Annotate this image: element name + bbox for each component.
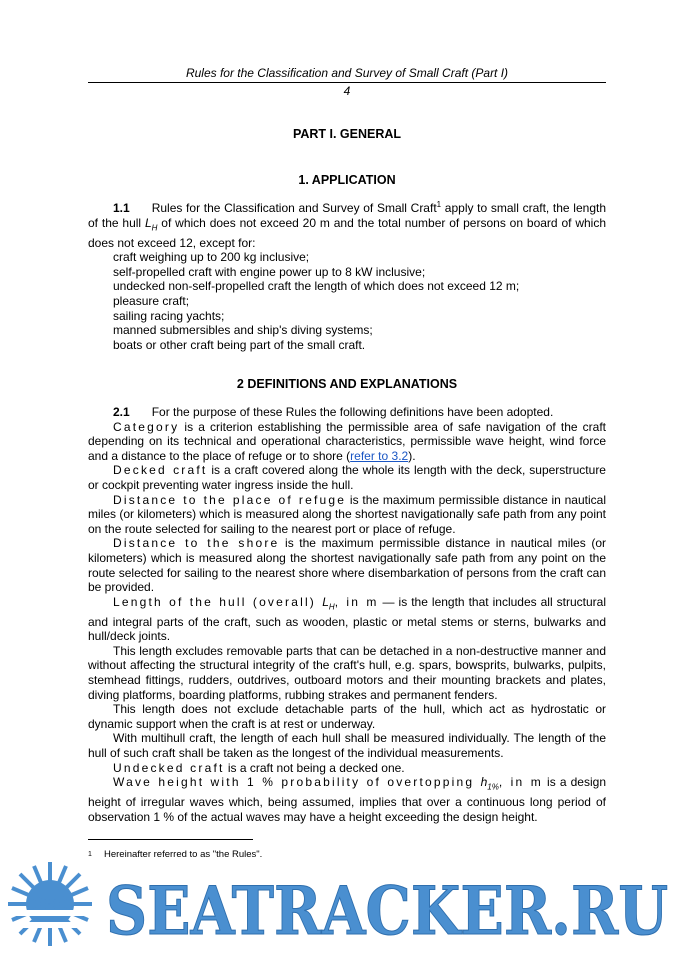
definition-text: is a craft not being a decked one. — [224, 760, 405, 775]
header-rule — [88, 82, 606, 83]
footnote-text: Hereinafter referred to as "the Rules". — [104, 849, 263, 860]
term: Distance to the place of refuge — [113, 492, 347, 507]
symbol-sub: 1% — [487, 782, 499, 792]
footnote-ref: 1 — [436, 200, 442, 209]
refer-link[interactable]: refer to 3.2 — [350, 448, 409, 463]
definition-undecked — [88, 761, 606, 776]
unit: , in m — [334, 594, 379, 609]
symbol-sub: H — [151, 222, 158, 232]
list-item: self-propelled craft with engine power up to 8 kW inclusive; — [113, 264, 426, 279]
paragraph-1-1 — [88, 201, 606, 250]
paragraph-multihull: With multihull craft, the length of each hull shall be measured individually. The length of the hull of such craft shall be taken as the longest of the individual measurements. — [88, 731, 606, 761]
intro-text: of which does not exceed 20 m and the total number of persons on board of which does not exceed 12, except for: — [88, 215, 606, 250]
list-item: undecked non-self-propelled craft the length of which does not exceed 12 m; — [113, 279, 520, 294]
para-number: 1.1 — [113, 201, 130, 215]
definition-wave — [88, 775, 606, 824]
definition-text: is a craft covered along the whole its length with the deck, superstructure or cockpit preventing water ingress inside the hull. — [88, 463, 606, 492]
paragraph-2-1 — [88, 405, 606, 420]
page-number: 4 — [343, 84, 351, 98]
section-2-title: 2 DEFINITIONS AND EXPLANATIONS — [236, 377, 458, 391]
symbol-L: L — [322, 594, 329, 609]
watermark — [0, 852, 678, 959]
definition-refuge — [88, 493, 606, 537]
watermark-text: SEATRACKER.RU — [106, 872, 668, 950]
list-item: sailing racing yachts; — [113, 308, 225, 323]
paragraph-excludes: This length excludes removable parts that can be detached in a non-destructive manner and without affecting the structural integrity of the craft's hull, e.g. spars, bowsprits, bulwarks, pulpits, stemhead fittings, rudders, outdrives, outboard motors and their mounting brackets and plates, diving platforms, boarding platforms, rubbing strakes and permanent fenders. — [88, 643, 606, 702]
unit: , in m — [498, 775, 543, 790]
term: Length of the hull (overall) — [113, 594, 323, 609]
sun-icon — [0, 862, 100, 946]
symbol-L: L — [144, 215, 152, 230]
footnote-mark: 1 — [88, 851, 92, 858]
definition-shore — [88, 536, 606, 594]
term: Decked craft — [113, 463, 208, 478]
section-1-title: 1. APPLICATION — [298, 173, 396, 187]
definition-text: ). — [408, 448, 416, 463]
running-header: Rules for the Classification and Survey of Small Craft (Part I) — [185, 66, 509, 80]
definition-text: is the maximum permissible distance in nautical miles (or kilometers) which is measured along the shortest navigationally safe path from any point on the route selected for sailing to the nearest shore where disembarkation of persons from the craft can be provided. — [88, 536, 606, 595]
definition-text: is the maximum permissible distance in nautical miles (or kilometers) which is measured along the shortest navigationally safe path from any point on the route selected for sailing to the nearest port or place of refuge. — [88, 492, 606, 536]
section-2-body — [88, 405, 606, 824]
definition-text: is a design height of irregular waves which, being assumed, implies that over a continuous long period of observation 1 % of the actual waves may have a height exceeding the design height. — [88, 775, 606, 824]
section-1-body — [88, 201, 606, 352]
symbol-h: h — [480, 775, 488, 790]
paragraph-not-exclude: This length does not exclude detachable parts of the hull, which act as hydrostatic or dynamic support when the craft is at rest or underway. — [88, 702, 606, 731]
definition-length — [88, 595, 606, 644]
definition-decked — [88, 463, 606, 492]
definition-category — [88, 420, 606, 464]
list-item: manned submersibles and ship's diving systems; — [113, 323, 373, 338]
term: Undecked craft — [113, 760, 225, 775]
definition-text: — is the length that includes all structural and integral parts of the craft, such as wooden, plastic or metal stems or sterns, bulwarks and hull/deck joints. — [88, 594, 606, 644]
para-number: 2.1 — [113, 405, 130, 419]
list-item: craft weighing up to 200 kg inclusive; — [113, 250, 310, 265]
term: Distance to the shore — [113, 536, 280, 551]
list-item: pleasure craft; — [113, 293, 190, 308]
intro-text: apply to small craft, the length of the hull — [88, 201, 606, 230]
term: Wave height with 1 % probability of overtopping — [113, 775, 481, 790]
intro-text: For the purpose of these Rules the following definitions have been adopted. — [151, 405, 554, 419]
footnote-rule — [88, 839, 253, 840]
intro-text: Rules for the Classification and Survey of Small Craft — [151, 201, 437, 215]
list-item: boats or other craft being part of the small craft. — [113, 337, 366, 352]
symbol-sub: H — [328, 602, 335, 612]
part-title: PART I. GENERAL — [292, 127, 402, 141]
term: Category — [113, 419, 180, 434]
definition-text: is a criterion establishing the permissible area of safe navigation of the craft depending on its technical and operational characteristics, permissible wave height, wind force and a distance to the place of refuge or to shore ( — [88, 419, 606, 463]
